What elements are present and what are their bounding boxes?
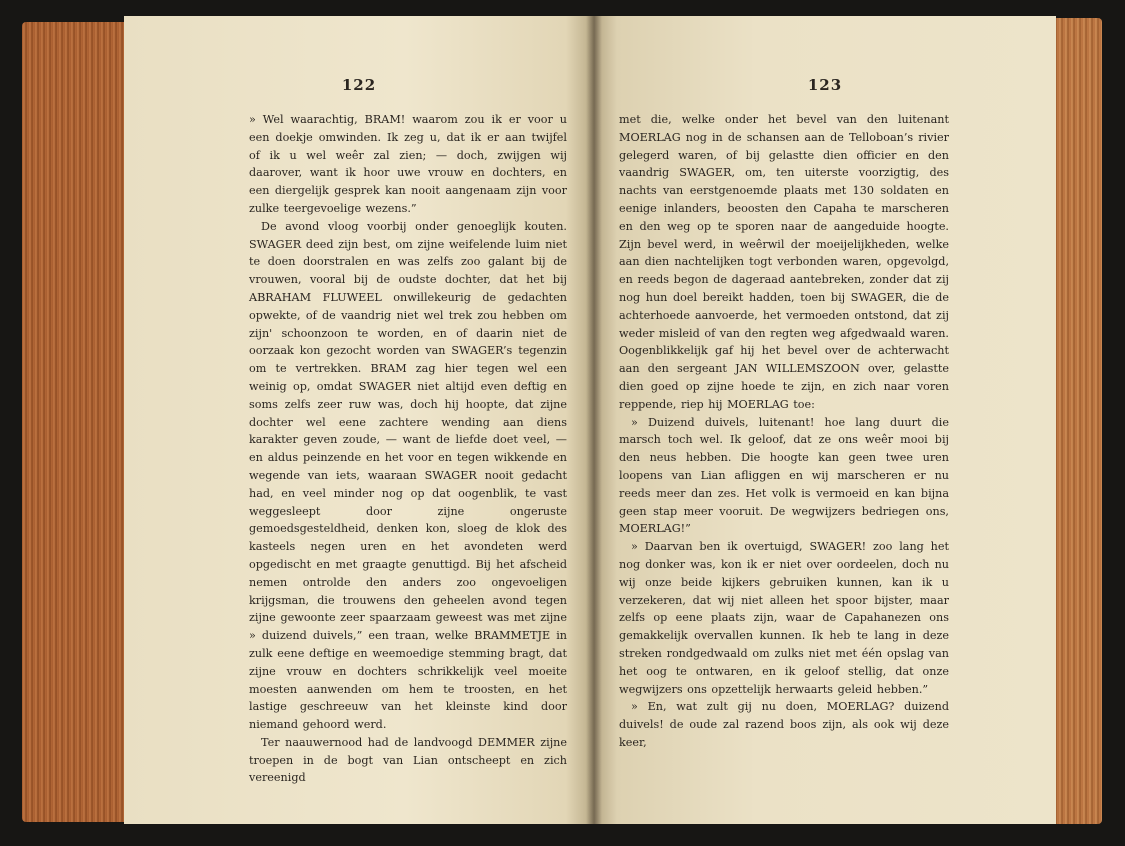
right-page [594,16,1056,824]
page-text [249,111,567,787]
page-text [619,111,949,752]
paragraph: Ter naauwernood had de landvoogd DEMMER zijne troepen in de bogt van Lian ontscheept en zich vereenigd [249,735,567,785]
paragraph: » Wel waarachtig, BRAM! waarom zou ik er voor u een doekje omwinden. Ik zeg u, dat ik er aan twijfel of ik u wel weêr zal zien; — doch, zwijgen wij daarover, want ik hoor uwe vrouw en dochters, en een diergelijk gesprek kan nooit aangenaam zijn voor zulke teergevoelige wezens.” [249,113,567,215]
book-gutter [586,16,602,824]
paragraph: » Daarvan ben ik overtuigd, SWAGER! zoo lang het nog donker was, kon ik er niet over oordeelen, doch nu wij onze beide kijkers gebruiken kunnen, kan ik u verzekeren, dat wij niet alleen het spoor bijster, maar zelfs op eene plaats zijn, waar de Capahanezen ons gemakkelijk overvallen kunnen. Ik heb te lang in deze streken rondgedwaald om zulks niet met één opslag van het oog te ontwaren, en ik geloof stellig, dat onze wegwijzers ons opzettelijk herwaarts geleid hebben.” [619,540,949,696]
page-edges-right [1052,18,1102,824]
paragraph: De avond vloog voorbij onder genoeglijk kouten. SWAGER deed zijn best, om zijne weifelende luim niet te doen doorstralen en was zelfs zoo galant bij de vrouwen, vooral bij de oudste dochter, dat het bij ABRAHAM FLUWEEL onwillekeurig de gedachten opwekte, of de vaandrig niet wel trek zou hebben om zijn' schoonzoon te worden, en of daarin niet de oorzaak kon gezocht worden van SWAGER’s tegenzin om te vertrekken. BRAM zag hier tegen wel een weinig op, omdat SWAGER niet altijd even deftig en soms zelfs zeer ruw was, doch hij hoopte, dat zijne dochter wel eene zachtere wending aan diens karakter geven zoude, — want de liefde doet veel, — en aldus peinzende en het voor en tegen wikkende en wegende van iets, waaraan SWAGER nooit gedacht had, en veel minder nog op dat oogenblik, te vast weggesleept door zijne ongeruste gemoedsgesteldheid, denken kon, sloeg de klok des kasteels negen uren en het avondeten werd opgedischt en met graagte genuttigd. Bij het afscheid nemen ontrolde den anders zoo ongevoeligen krijgsman, die trouwens den geheelen avond tegen zijne gewoonte zeer spaarzaam geweest was met zijne » duizend duivels,” een traan, welke BRAMMETJE in zulk eene deftige en weemoedige stemming bragt, dat zijne vrouw en dochters schrikkelijk veel moeite moesten aanwenden om hem te troosten, en het lastige geschreeuw van het kleinste kind door niemand gehoord werd. [249,219,567,732]
left-page [124,16,594,824]
page-edges-left [22,22,130,822]
paragraph: met die, welke onder het bevel van den luitenant MOERLAG nog in de schansen aan de Telloboan’s rivier gelegerd waren, of bij gelastte dien officier en den vaandrig SWAGER, om, ten uiterste voorzigtig, des nachts van eerstgenoemde plaats met 130 soldaten en eenige inlanders, beoosten den Capaha te marscheren en den weg op te sporen naar de aangeduide hoogte. Zijn bevel werd, in weêrwil der moeijelijkheden, welke aan dien nachtelijken togt verbonden waren, opgevolgd, en reeds begon de dageraad aantebreken, zonder dat zij nog hun doel bereikt hadden, toen bij SWAGER, die de achterhoede aanvoerde, het vermoeden ontstond, dat zij weder misleid of van den regten weg afgedwaald waren. Oogenblikkelijk gaf hij het bevel over de achterwacht aan den sergeant JAN WILLEMSZOON over, gelastte dien goed op zijne hoede te zijn, en zich naar voren reppende, riep hij MOERLAG toe: [619,113,949,411]
page-number: 123 [807,76,843,94]
paragraph: » En, wat zult gij nu doen, MOERLAG? duizend duivels! de oude zal razend boos zijn, als ook wij deze keer, [619,700,949,749]
page-number: 122 [341,76,377,94]
paragraph: » Duizend duivels, luitenant! hoe lang duurt die marsch toch wel. Ik geloof, dat ze ons weêr mooi bij den neus hebben. Die hoogte kan geen twee uren loopens van Lian afliggen en wij marscheren er nu reeds meer dan zes. Het volk is vermoeid en kan bijna geen stap meer vooruit. De wegwijzers bedriegen ons, MOERLAG!” [619,415,949,536]
